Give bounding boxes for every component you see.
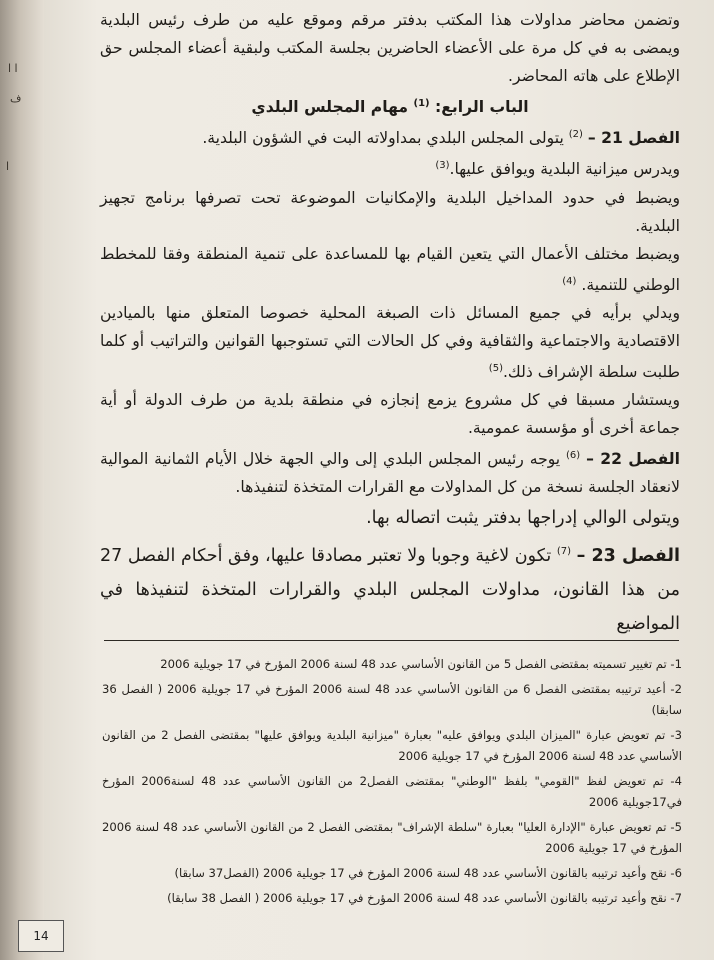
footnote-ref: (2) bbox=[568, 129, 583, 141]
paragraph-works bbox=[100, 240, 680, 299]
article-22 bbox=[100, 442, 680, 501]
footnote-ref: (1) bbox=[413, 98, 430, 109]
spine-text-fragment: ا ا bbox=[8, 62, 18, 75]
footnote: 5- تم تعويض عبارة "الإدارة العليا" بعبارة "سلطة الإشراف" بمقتضى الفصل 2 من القانون الأساسي عدد 48 لسنة 2006 المؤرخ في 17 جويلية 2006 bbox=[102, 820, 683, 855]
footnote: 2- أعيد ترتيبه بمقتضى الفصل 6 من القانون الأساسي عدد 48 لسنة 2006 المؤرخ في 17 جويلية 2006 ( الفصل 36 سابقا) bbox=[102, 682, 682, 717]
paragraph-budget bbox=[100, 152, 680, 183]
paragraph-minutes: وتضمن محاضر مداولات هذا المكتب بدفتر مرقم وموقع عليه من طرف رئيس البلدية ويمضى به في كل مرة على الأعضاء الحاضرين بجلسة المكتب ولبقية أعضاء المجلس حق الإطلاع على هاته المحاضر. bbox=[100, 11, 680, 85]
footnotes bbox=[102, 654, 682, 913]
footnote: 6- نقح وأعيد ترتيبه بالقانون الأساسي عدد 48 لسنة 2006 المؤرخ في 17 جويلية 2006 (الفصل37 سابقا) bbox=[174, 866, 682, 880]
footnote: 3- تم تعويض عبارة "الميزان البلدي ويوافق عليه" بعبارة "ميزانية البلدية ويوافق عليها" بمقتضى الفصل 2 من القانون الأساسي عدد 48 لسنة 2006 المؤرخ في 17 جويلية 2006 bbox=[102, 728, 682, 763]
paragraph-consultation: ويستشار مسبقا في كل مشروع يزمع إنجازه في منطقة بلدية من طرف الدولة أو أية جماعة أخرى أو مؤسسة عمومية. bbox=[100, 390, 680, 437]
footnote: 1- تم تغيير تسميته بمقتضى الفصل 5 من القانون الأساسي عدد 48 لسنة 2006 المؤرخ في 17 جويلية 2006 bbox=[160, 657, 682, 671]
paragraph-governor: ويتولى الوالي إدراجها بدفتر يثبت اتصاله بها. bbox=[366, 508, 680, 529]
paragraph-text: ويدلي برأيه في جميع المسائل ذات الصبغة المحلية خصوصا المتعلق منها بالميادين الاقتصادية والاجتماعية والثقافية وفي كل الحالات التي تستوجبها القوانين والتراتيب أو كلما طلبت سلطة الإشراف ذلك. bbox=[100, 303, 680, 381]
paragraph-text: ويدرس ميزانية البلدية ويوافق عليها. bbox=[449, 160, 680, 179]
paragraph-text: ويضبط مختلف الأعمال التي يتعين القيام بها للمساعدة على تنمية المنطقة وفقا للمخطط الوطني للتنمية. bbox=[100, 244, 680, 294]
paragraph-equipment: ويضبط في حدود المداخيل البلدية والإمكانيات الموضوعة تحت تصرفها برنامج تجهيز البلدية. bbox=[100, 188, 680, 235]
footnote: 7- نقح وأعيد ترتيبه بالقانون الأساسي عدد 48 لسنة 2006 المؤرخ في 17 جويلية 2006 ( الفصل 38 سابقا) bbox=[167, 891, 682, 905]
footnote-ref: (7) bbox=[556, 546, 571, 558]
chapter-name: مهام المجلس البلدي bbox=[251, 98, 409, 117]
footnote-divider bbox=[104, 640, 679, 641]
book-spine-shadow bbox=[0, 0, 44, 960]
document-page bbox=[44, 0, 714, 960]
article-text: يتولى المجلس البلدي بمداولاته البت في الشؤون البلدية. bbox=[202, 129, 564, 148]
spine-text-fragment: ف bbox=[10, 92, 22, 105]
footnote-ref: (3) bbox=[435, 160, 450, 172]
footnote: 4- تم تعويض لفظ "القومي" بلفظ "الوطني" بمقتضى الفصل2 من القانون الأساسي عدد 48 لسنة2006 المؤرخ في17جويلية 2006 bbox=[102, 774, 682, 809]
page-number: 14 bbox=[18, 920, 64, 952]
article-label: الفصل 21 – bbox=[587, 129, 680, 148]
article-23 bbox=[100, 535, 680, 641]
article-21 bbox=[100, 121, 680, 152]
footnote-ref: (6) bbox=[566, 449, 581, 461]
article-label: الفصل 22 – bbox=[586, 450, 680, 469]
chapter-prefix: الباب الرابع: bbox=[435, 98, 529, 117]
article-label: الفصل 23 – bbox=[576, 545, 680, 566]
spine-text-fragment: ا bbox=[6, 160, 10, 173]
chapter-title bbox=[100, 90, 680, 121]
article-text: تكون لاغية وجوبا ولا تعتبر مصادقا عليها، وفق أحكام الفصل 27 من هذا القانون، مداولات المجلس البلدي والقرارات المتخذة لتنفيذها في المواضيع bbox=[100, 545, 680, 634]
paragraph-opinion bbox=[100, 299, 680, 386]
footnote-ref: (4) bbox=[562, 275, 577, 287]
page-body-text bbox=[100, 6, 680, 641]
article-text: يوجه رئيس المجلس البلدي إلى والي الجهة خلال الأيام الثمانية الموالية لانعقاد الجلسة نسخة من كل المداولات مع القرارات المتخذة لتنفيذها. bbox=[100, 450, 680, 497]
footnote-ref: (5) bbox=[488, 362, 503, 374]
